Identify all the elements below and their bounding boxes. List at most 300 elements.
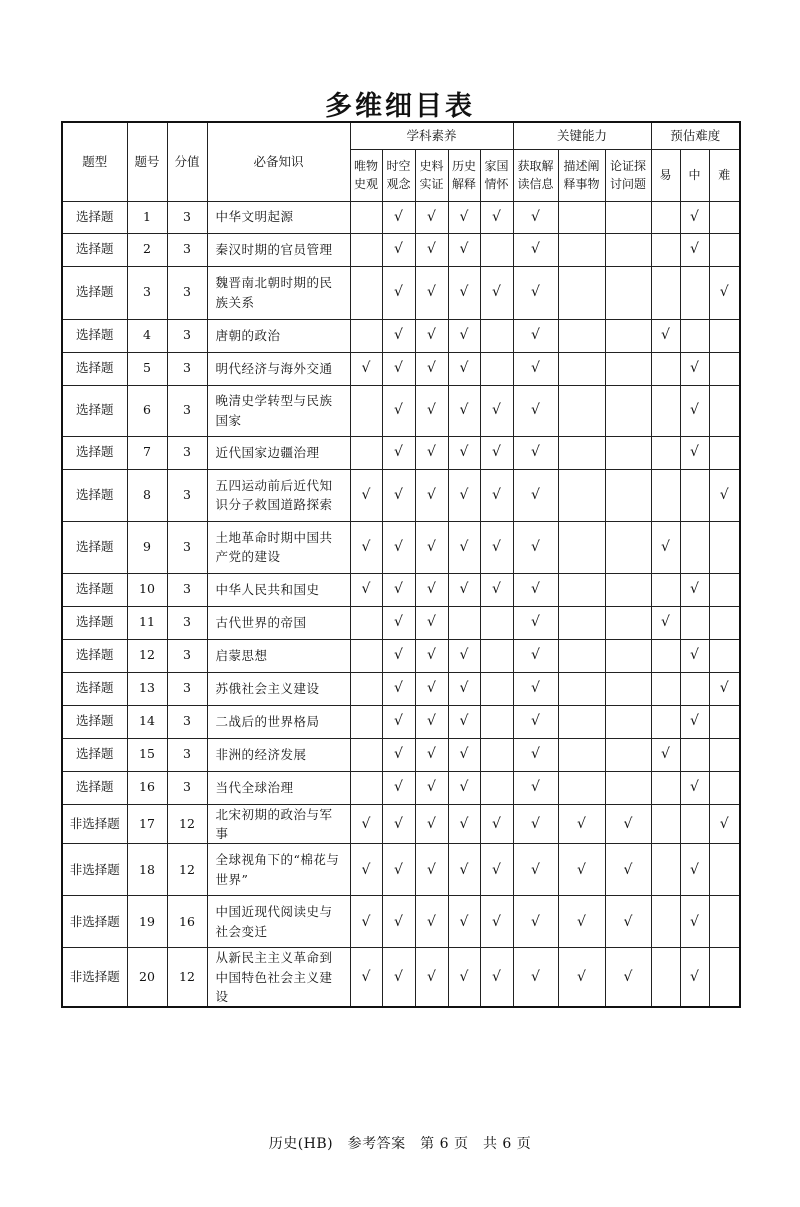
check-mark: √ [382,672,415,705]
empty-cell [651,385,680,436]
question-type-cell: 选择题 [62,233,127,266]
table-row [62,948,740,1008]
question-number-cell: 14 [127,705,167,738]
check-mark: √ [513,521,558,573]
table-row [62,469,740,521]
empty-cell [350,738,382,771]
score-cell: 16 [167,896,207,948]
empty-cell [605,352,651,385]
check-mark: √ [350,948,382,1008]
check-mark: √ [605,896,651,948]
table-row [62,896,740,948]
table-row [62,804,740,844]
empty-cell [480,352,513,385]
question-type-cell: 选择题 [62,319,127,352]
check-mark: √ [382,606,415,639]
difficulty-check-mid: √ [680,385,709,436]
empty-cell [558,521,605,573]
check-mark: √ [382,233,415,266]
empty-cell [480,606,513,639]
empty-cell [558,319,605,352]
header-group-literacy: 学科素养 [350,122,513,149]
check-mark: √ [448,844,480,896]
header-ab2: 描述阐释事物 [558,149,605,201]
knowledge-cell: 明代经济与海外交通 [207,352,350,385]
empty-cell [605,672,651,705]
knowledge-cell: 魏晋南北朝时期的民族关系 [207,266,350,319]
check-mark: √ [513,948,558,1008]
empty-cell [605,266,651,319]
empty-cell [605,233,651,266]
specification-table [61,121,741,1008]
table-row [62,573,740,606]
question-type-cell: 选择题 [62,573,127,606]
table-row [62,738,740,771]
question-type-cell: 选择题 [62,436,127,469]
empty-cell [651,639,680,672]
knowledge-cell: 二战后的世界格局 [207,705,350,738]
empty-cell [558,705,605,738]
empty-cell [709,233,740,266]
check-mark: √ [382,385,415,436]
question-type-cell: 选择题 [62,639,127,672]
check-mark: √ [350,469,382,521]
score-cell: 3 [167,705,207,738]
score-cell: 3 [167,573,207,606]
question-number-cell: 13 [127,672,167,705]
knowledge-cell: 从新民主主义革命到中国特色社会主义建设 [207,948,350,1008]
check-mark: √ [513,844,558,896]
knowledge-cell: 土地革命时期中国共产党的建设 [207,521,350,573]
empty-cell [605,469,651,521]
empty-cell [680,738,709,771]
empty-cell [709,201,740,233]
check-mark: √ [382,521,415,573]
empty-cell [480,639,513,672]
empty-cell [558,233,605,266]
check-mark: √ [415,844,448,896]
question-number-cell: 8 [127,469,167,521]
check-mark: √ [513,319,558,352]
empty-cell [651,436,680,469]
check-mark: √ [448,201,480,233]
check-mark: √ [513,738,558,771]
difficulty-check-mid: √ [680,233,709,266]
empty-cell [709,948,740,1008]
empty-cell [350,705,382,738]
empty-cell [605,201,651,233]
difficulty-check-hard: √ [709,469,740,521]
question-type-cell: 选择题 [62,606,127,639]
knowledge-cell: 全球视角下的“棉花与世界” [207,844,350,896]
check-mark: √ [513,385,558,436]
question-number-cell: 10 [127,573,167,606]
question-number-cell: 16 [127,771,167,804]
check-mark: √ [350,804,382,844]
check-mark: √ [513,639,558,672]
empty-cell [350,672,382,705]
question-number-cell: 3 [127,266,167,319]
empty-cell [605,606,651,639]
table-row [62,201,740,233]
empty-cell [350,233,382,266]
score-cell: 3 [167,771,207,804]
check-mark: √ [382,352,415,385]
check-mark: √ [558,804,605,844]
score-cell: 3 [167,266,207,319]
check-mark: √ [382,319,415,352]
check-mark: √ [448,771,480,804]
question-type-cell: 非选择题 [62,948,127,1008]
check-mark: √ [415,948,448,1008]
empty-cell [709,385,740,436]
check-mark: √ [480,844,513,896]
check-mark: √ [558,844,605,896]
table-row [62,352,740,385]
header-lit4: 历史解释 [448,149,480,201]
difficulty-check-mid: √ [680,771,709,804]
header-ab3: 论证探讨问题 [605,149,651,201]
check-mark: √ [448,573,480,606]
check-mark: √ [382,573,415,606]
check-mark: √ [448,948,480,1008]
question-type-cell: 选择题 [62,385,127,436]
empty-cell [480,771,513,804]
empty-cell [709,573,740,606]
knowledge-cell: 古代世界的帝国 [207,606,350,639]
question-number-cell: 1 [127,201,167,233]
check-mark: √ [513,606,558,639]
check-mark: √ [480,436,513,469]
difficulty-check-hard: √ [709,804,740,844]
empty-cell [651,771,680,804]
header-knowledge: 必备知识 [207,122,350,201]
empty-cell [350,436,382,469]
score-cell: 3 [167,738,207,771]
empty-cell [651,469,680,521]
check-mark: √ [415,266,448,319]
empty-cell [605,521,651,573]
question-type-cell: 选择题 [62,738,127,771]
question-number-cell: 7 [127,436,167,469]
check-mark: √ [480,573,513,606]
empty-cell [350,385,382,436]
empty-cell [651,201,680,233]
empty-cell [651,705,680,738]
check-mark: √ [448,896,480,948]
header-lit1: 唯物史观 [350,149,382,201]
check-mark: √ [415,573,448,606]
empty-cell [651,573,680,606]
empty-cell [448,606,480,639]
question-type-cell: 非选择题 [62,804,127,844]
score-cell: 12 [167,804,207,844]
check-mark: √ [513,771,558,804]
check-mark: √ [350,573,382,606]
question-type-cell: 选择题 [62,705,127,738]
check-mark: √ [382,896,415,948]
check-mark: √ [480,804,513,844]
page-footer: 历史(HB) 参考答案 第 6 页 共 6 页 [268,1136,532,1152]
difficulty-check-hard: √ [709,672,740,705]
empty-cell [558,672,605,705]
empty-cell [680,521,709,573]
difficulty-check-mid: √ [680,705,709,738]
table-row [62,771,740,804]
check-mark: √ [415,521,448,573]
check-mark: √ [415,352,448,385]
difficulty-check-mid: √ [680,844,709,896]
header-diff-easy: 易 [651,149,680,201]
difficulty-check-easy: √ [651,521,680,573]
header-group-difficulty: 预估难度 [651,122,740,149]
check-mark: √ [448,705,480,738]
question-type-cell: 选择题 [62,469,127,521]
empty-cell [350,771,382,804]
question-type-cell: 非选择题 [62,844,127,896]
table-row [62,705,740,738]
empty-cell [680,266,709,319]
empty-cell [480,233,513,266]
empty-cell [680,804,709,844]
empty-cell [651,266,680,319]
header-type: 题型 [62,122,127,201]
check-mark: √ [558,896,605,948]
question-number-cell: 9 [127,521,167,573]
score-cell: 3 [167,385,207,436]
check-mark: √ [513,233,558,266]
question-number-cell: 18 [127,844,167,896]
score-cell: 3 [167,606,207,639]
check-mark: √ [415,896,448,948]
question-type-cell: 选择题 [62,521,127,573]
check-mark: √ [513,352,558,385]
check-mark: √ [350,352,382,385]
question-type-cell: 非选择题 [62,896,127,948]
check-mark: √ [382,804,415,844]
check-mark: √ [415,469,448,521]
question-number-cell: 5 [127,352,167,385]
empty-cell [558,385,605,436]
score-cell: 3 [167,639,207,672]
check-mark: √ [448,385,480,436]
empty-cell [350,319,382,352]
empty-cell [709,639,740,672]
empty-cell [350,639,382,672]
question-type-cell: 选择题 [62,201,127,233]
empty-cell [709,521,740,573]
question-number-cell: 12 [127,639,167,672]
check-mark: √ [513,573,558,606]
knowledge-cell: 启蒙思想 [207,639,350,672]
check-mark: √ [415,606,448,639]
check-mark: √ [513,201,558,233]
empty-cell [709,896,740,948]
question-number-cell: 20 [127,948,167,1008]
header-score: 分值 [167,122,207,201]
empty-cell [680,319,709,352]
check-mark: √ [513,266,558,319]
knowledge-cell: 北宋初期的政治与军事 [207,804,350,844]
difficulty-check-mid: √ [680,436,709,469]
check-mark: √ [480,266,513,319]
difficulty-check-mid: √ [680,639,709,672]
check-mark: √ [415,385,448,436]
knowledge-cell: 晚清史学转型与民族国家 [207,385,350,436]
check-mark: √ [415,436,448,469]
empty-cell [350,201,382,233]
empty-cell [651,672,680,705]
check-mark: √ [382,738,415,771]
table-row [62,385,740,436]
check-mark: √ [480,385,513,436]
empty-cell [709,606,740,639]
empty-cell [605,705,651,738]
empty-cell [651,948,680,1008]
difficulty-check-mid: √ [680,948,709,1008]
score-cell: 12 [167,948,207,1008]
empty-cell [709,738,740,771]
check-mark: √ [415,672,448,705]
empty-cell [651,233,680,266]
empty-cell [558,639,605,672]
score-cell: 3 [167,319,207,352]
empty-cell [350,266,382,319]
empty-cell [605,385,651,436]
score-cell: 3 [167,201,207,233]
empty-cell [651,844,680,896]
check-mark: √ [382,266,415,319]
check-mark: √ [415,738,448,771]
knowledge-cell: 近代国家边疆治理 [207,436,350,469]
knowledge-cell: 当代全球治理 [207,771,350,804]
empty-cell [558,738,605,771]
score-cell: 3 [167,352,207,385]
check-mark: √ [513,469,558,521]
check-mark: √ [513,896,558,948]
empty-cell [558,201,605,233]
check-mark: √ [448,738,480,771]
knowledge-cell: 中国近现代阅读史与社会变迁 [207,896,350,948]
empty-cell [558,771,605,804]
header-number: 题号 [127,122,167,201]
knowledge-cell: 苏俄社会主义建设 [207,672,350,705]
check-mark: √ [480,469,513,521]
empty-cell [480,319,513,352]
empty-cell [605,771,651,804]
check-mark: √ [448,319,480,352]
check-mark: √ [382,201,415,233]
empty-cell [558,352,605,385]
difficulty-check-easy: √ [651,606,680,639]
check-mark: √ [513,804,558,844]
header-lit2: 时空观念 [382,149,415,201]
check-mark: √ [448,804,480,844]
difficulty-check-easy: √ [651,319,680,352]
empty-cell [605,738,651,771]
check-mark: √ [480,521,513,573]
check-mark: √ [448,639,480,672]
score-cell: 3 [167,469,207,521]
question-number-cell: 2 [127,233,167,266]
difficulty-check-mid: √ [680,201,709,233]
table-row [62,521,740,573]
empty-cell [558,436,605,469]
empty-cell [350,606,382,639]
empty-cell [709,844,740,896]
check-mark: √ [513,436,558,469]
check-mark: √ [448,266,480,319]
check-mark: √ [415,804,448,844]
empty-cell [680,469,709,521]
empty-cell [709,352,740,385]
table-row [62,606,740,639]
empty-cell [605,639,651,672]
empty-cell [651,896,680,948]
check-mark: √ [350,521,382,573]
difficulty-check-easy: √ [651,738,680,771]
empty-cell [680,672,709,705]
page-title: 多维细目表 [325,91,475,122]
check-mark: √ [605,844,651,896]
table-row [62,844,740,896]
header-diff-mid: 中 [680,149,709,201]
check-mark: √ [382,948,415,1008]
check-mark: √ [382,771,415,804]
difficulty-check-hard: √ [709,266,740,319]
question-number-cell: 19 [127,896,167,948]
score-cell: 3 [167,672,207,705]
check-mark: √ [513,672,558,705]
check-mark: √ [448,521,480,573]
check-mark: √ [558,948,605,1008]
empty-cell [709,771,740,804]
table-row [62,639,740,672]
check-mark: √ [382,705,415,738]
empty-cell [558,266,605,319]
question-type-cell: 选择题 [62,672,127,705]
question-type-cell: 选择题 [62,352,127,385]
check-mark: √ [382,844,415,896]
empty-cell [480,672,513,705]
question-type-cell: 选择题 [62,771,127,804]
difficulty-check-mid: √ [680,352,709,385]
knowledge-cell: 非洲的经济发展 [207,738,350,771]
header-ab1: 获取解读信息 [513,149,558,201]
empty-cell [605,573,651,606]
empty-cell [558,606,605,639]
question-type-cell: 选择题 [62,266,127,319]
check-mark: √ [448,352,480,385]
table-row [62,233,740,266]
empty-cell [709,319,740,352]
question-number-cell: 15 [127,738,167,771]
table-row [62,266,740,319]
empty-cell [709,436,740,469]
empty-cell [480,738,513,771]
knowledge-cell: 唐朝的政治 [207,319,350,352]
check-mark: √ [480,896,513,948]
score-cell: 12 [167,844,207,896]
check-mark: √ [480,948,513,1008]
empty-cell [558,469,605,521]
header-lit3: 史料实证 [415,149,448,201]
check-mark: √ [415,639,448,672]
check-mark: √ [605,948,651,1008]
check-mark: √ [480,201,513,233]
knowledge-cell: 中华文明起源 [207,201,350,233]
check-mark: √ [415,319,448,352]
